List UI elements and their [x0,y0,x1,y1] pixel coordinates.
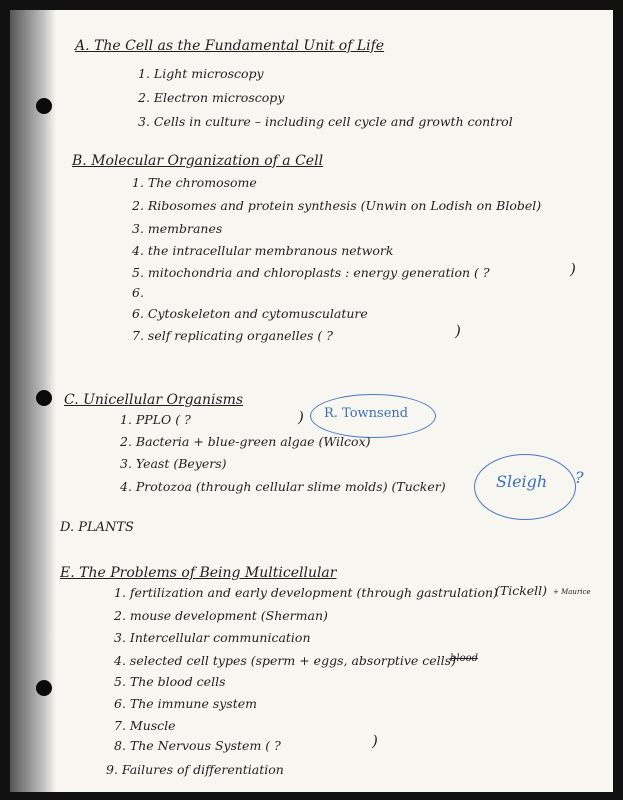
list-item: 2. mouse development (Sherman) [114,608,328,623]
list-item: 3. Intercellular communication [114,630,311,645]
list-item: 1. PPLO ( ? [120,412,191,427]
list-item: 5. mitochondria and chloroplasts : energy generation ( ? [132,265,490,280]
list-item: 1. fertilization and early development (through gastrulation) [114,585,498,600]
punch-hole [36,390,52,406]
list-item: 6. The immune system [114,696,257,711]
list-item: 5. The blood cells [114,674,226,689]
struck-word: blood [450,653,479,664]
list-item: 3. Cells in culture – including cell cycle and growth control [138,114,513,129]
tickell-annotation: (Tickell) [495,583,548,598]
list-item: 2. Bacteria + blue-green algae (Wilcox) [120,434,371,449]
close-paren: ) [570,260,576,278]
section-c-title: C. Unicellular Organisms [64,392,244,408]
punch-hole [36,98,52,114]
close-paren: ) [455,322,461,340]
sleigh-annotation: Sleigh [496,472,548,491]
list-item: 4. the intracellular membranous network [132,243,394,258]
list-item: 6. [132,285,144,300]
section-d-title: D. PLANTS [60,520,134,535]
list-item: 1. The chromosome [132,175,257,190]
list-item: 3. membranes [132,221,223,236]
punch-hole [36,680,52,696]
list-item: 7. Muscle [114,718,176,733]
section-a-title: A. The Cell as the Fundamental Unit of Life [75,38,385,54]
list-item: 3. Yeast (Beyers) [120,456,227,471]
list-item: 9. Failures of differentiation [106,762,284,777]
close-paren: ) [298,408,304,426]
close-paren: ) [372,732,378,750]
list-item: 8. The Nervous System ( ? [114,738,281,753]
handwritten-page [10,10,613,792]
list-item: 1. Light microscopy [138,66,264,81]
townsend-annotation: R. Townsend [324,406,409,421]
list-item: 2. Electron microscopy [138,90,285,105]
list-item: 4. selected cell types (sperm + eggs, absorptive cells) [114,653,456,668]
list-item: 7. self replicating organelles ( ? [132,328,333,343]
list-item: 2. Ribosomes and protein synthesis (Unwin on Lodish on Blobel) [132,198,542,213]
section-e-title: E. The Problems of Being Multicellular [60,565,337,581]
list-item: 6. Cytoskeleton and cytomusculature [132,306,368,321]
question-mark: ? [575,468,584,487]
list-item: 4. Protozoa (through cellular slime molds) (Tucker) [120,479,446,494]
section-b-title: B. Molecular Organization of a Cell [72,153,324,169]
tickell-note: + Maurice [553,588,591,596]
